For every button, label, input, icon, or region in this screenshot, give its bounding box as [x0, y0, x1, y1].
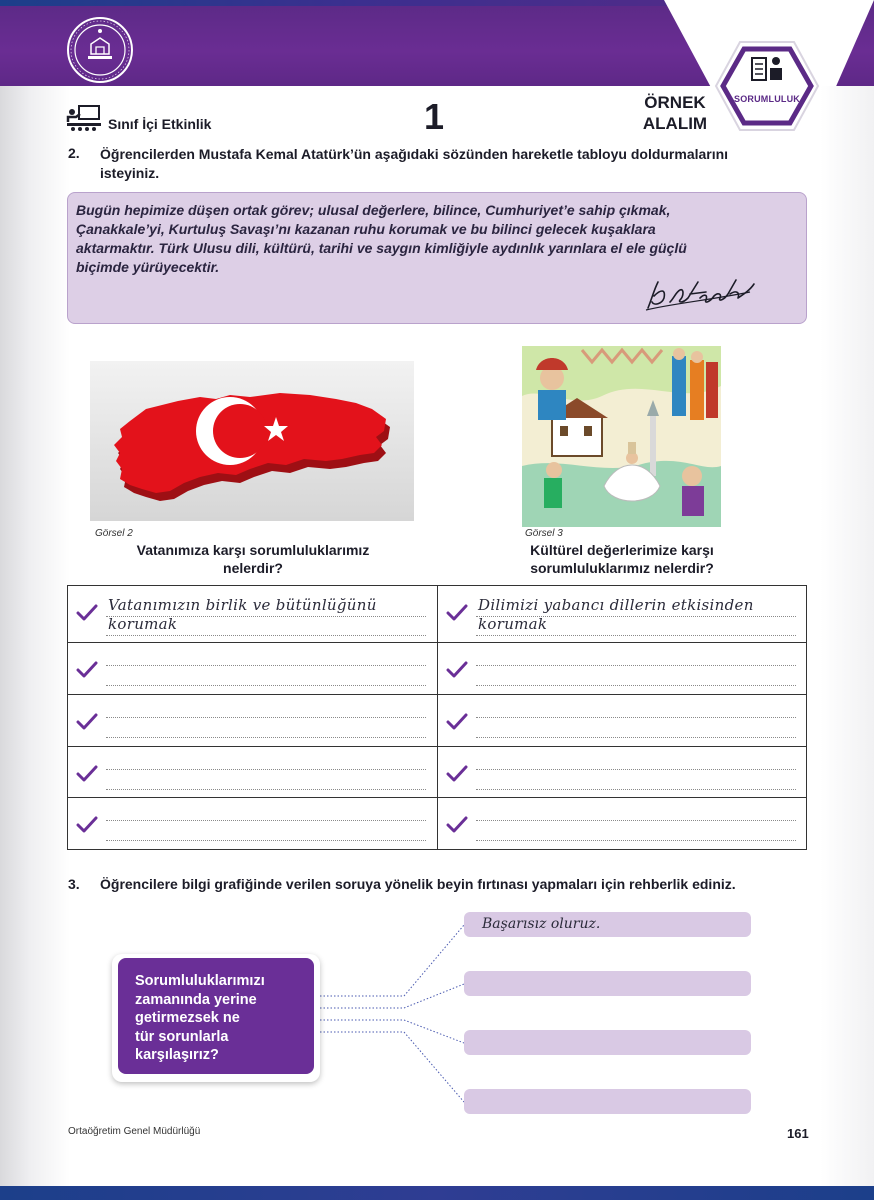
checkmark-icon — [76, 604, 98, 622]
dotted-line — [476, 665, 796, 666]
answer-bar-4[interactable] — [464, 1089, 751, 1114]
checkmark-icon — [446, 713, 468, 731]
table-cell-left[interactable] — [68, 586, 437, 642]
question-box-line2: zamanında yerine — [135, 991, 257, 1008]
ataturk-signature — [640, 268, 758, 312]
table-cell-left[interactable] — [68, 695, 437, 746]
dotted-line — [106, 840, 426, 841]
dotted-line — [106, 789, 426, 790]
table-cell-left[interactable] — [68, 798, 437, 849]
quote-line3: aktarmaktır. Türk Ulusu dili, kültürü, tarihi ve saygın kimliğiyle aydınlık yarınlara el ele güçlü — [76, 240, 687, 256]
quote-line4: biçimde yürüyecektir. — [76, 259, 220, 275]
dotted-line — [106, 737, 426, 738]
dotted-line — [476, 820, 796, 821]
classroom-icon — [66, 104, 102, 132]
turkey-map-flag-image — [90, 361, 414, 521]
checkmark-icon — [446, 604, 468, 622]
column-title-homeland — [100, 541, 406, 577]
column-title-culture-line2: sorumluluklarımız nelerdir? — [530, 560, 714, 576]
table-cell-right[interactable] — [437, 695, 806, 746]
dotted-line — [476, 737, 796, 738]
responsibility-table — [67, 585, 807, 850]
column-title-homeland-line1: Vatanımıza karşı sorumluluklarımız — [136, 542, 370, 558]
dotted-line — [106, 635, 426, 636]
dotted-line — [106, 665, 426, 666]
question-box-line5: karşılaşırız? — [135, 1047, 219, 1063]
dotted-line — [476, 717, 796, 718]
table-row — [68, 746, 806, 797]
question-2-text — [100, 145, 728, 183]
quote-line1: Bugün hepimize düşen ortak görev; ulusal değerlere, bilince, Cumhuriyet’e sahip çıkmak, — [76, 202, 671, 218]
question-box-line4: tür sorunlarla — [135, 1028, 229, 1045]
table-cell-right[interactable] — [437, 643, 806, 694]
table-cell-left[interactable] — [68, 643, 437, 694]
dotted-line — [476, 685, 796, 686]
footer-publisher: Ortaöğretim Genel Müdürlüğü — [68, 1126, 201, 1137]
dotted-line — [476, 769, 796, 770]
example-label-line1: ÖRNEK — [644, 93, 706, 112]
table-cell-left[interactable] — [68, 747, 437, 797]
dotted-line — [106, 717, 426, 718]
answer-right-line1: Dilimizi yabancı dillerin etkisinden — [478, 596, 754, 614]
checkmark-icon — [76, 661, 98, 679]
answer-bar-3[interactable] — [464, 1030, 751, 1055]
column-title-homeland-line2: nelerdir? — [223, 560, 283, 576]
table-row — [68, 694, 806, 746]
page-number: 161 — [787, 1126, 809, 1141]
dotted-line — [476, 635, 796, 636]
image-caption-left: Görsel 2 — [95, 528, 133, 539]
dotted-line — [476, 789, 796, 790]
answer-bar-2[interactable] — [464, 971, 751, 996]
question-2-number: 2. — [68, 145, 80, 161]
answer-bar-1-text: Başarısız oluruz. — [482, 916, 601, 932]
question-3-number: 3. — [68, 876, 80, 892]
checkmark-icon — [76, 765, 98, 783]
question-box-line3: getirmezsek ne — [135, 1010, 240, 1026]
bottom-band — [0, 1186, 874, 1200]
example-label-line2: ALALIM — [642, 114, 708, 133]
activity-label: Sınıf İçi Etkinlik — [108, 116, 212, 132]
table-cell-right[interactable] — [437, 747, 806, 797]
answer-left-line2: korumak — [108, 615, 178, 633]
checkmark-icon — [76, 816, 98, 834]
table-cell-right[interactable] — [437, 798, 806, 849]
column-title-culture-line1: Kültürel değerlerimize karşı — [530, 542, 714, 558]
question-box-line1: Sorumluluklarımızı — [135, 973, 265, 989]
table-row — [68, 797, 806, 849]
question-2-line2: isteyiniz. — [100, 165, 160, 181]
answer-right-line2: korumak — [478, 615, 548, 633]
badge-label: SORUMLULUK — [734, 94, 800, 104]
dotted-line — [106, 685, 426, 686]
table-row — [68, 586, 806, 642]
table-cell-right[interactable] — [437, 586, 806, 642]
checkmark-icon — [446, 765, 468, 783]
table-row — [68, 642, 806, 694]
question-3-text: Öğrencilere bilgi grafiğinde verilen soruya yönelik beyin fırtınası yapmaları için rehberlik ediniz. — [100, 876, 736, 892]
image-caption-right: Görsel 3 — [525, 528, 563, 539]
dotted-line — [106, 769, 426, 770]
checkmark-icon — [76, 713, 98, 731]
question-box-text — [135, 972, 305, 1065]
activity-number: 1 — [424, 96, 445, 137]
ministry-logo-icon — [66, 16, 134, 84]
quote-line2: Çanakkale’yi, Kurtuluş Savaşı’nı kazanan ruhu korumak ve bu bilinci gelecek kuşaklara — [76, 221, 656, 237]
checkmark-icon — [446, 816, 468, 834]
example-label — [620, 92, 730, 134]
checkmark-icon — [446, 661, 468, 679]
cultural-values-image — [522, 346, 721, 527]
answer-left-line1: Vatanımızın birlik ve bütünlüğünü — [108, 596, 377, 614]
dotted-line — [106, 820, 426, 821]
quote-text — [76, 201, 796, 277]
column-title-culture — [480, 541, 764, 577]
dotted-line — [476, 840, 796, 841]
question-2-line1: Öğrencilerden Mustafa Kemal Atatürk’ün aşağıdaki sözünden hareketle tabloyu doldurmalarını — [100, 146, 729, 162]
